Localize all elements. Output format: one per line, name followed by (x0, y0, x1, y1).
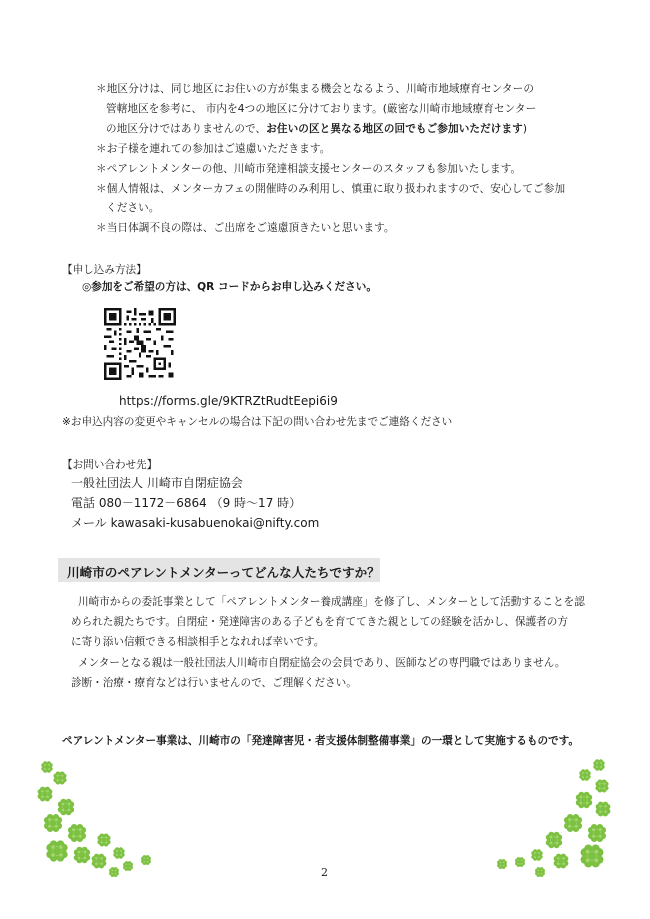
clover-icon (140, 854, 152, 866)
note-illness: ＊当日体調不良の際は、ご出席をご遠慮頂きたいと思います。 (96, 222, 395, 234)
clover-icon (586, 822, 608, 844)
clover-icon (562, 812, 584, 834)
note-staff: ＊ペアレントメンターの他、川崎市発達相談支援センターのスタッフも参加いたします。 (96, 163, 522, 175)
contact-email[interactable]: メール kawasaki-kusabuenokai@nifty.com (71, 516, 320, 530)
note-privacy-line2: ください。 (106, 202, 160, 214)
page-number: 2 (321, 866, 328, 879)
contact-heading: 【お問い合わせ先】 (62, 459, 158, 471)
clover-icon (594, 778, 610, 794)
note-district-line2: 管轄地区を参考に、 市内を4つの地区に分けております。(厳密な川崎市地域療育センター (106, 103, 537, 115)
clover-icon (574, 790, 594, 810)
note-district-close: ) (522, 123, 528, 135)
clover-icon (36, 785, 54, 803)
about-banner (58, 558, 380, 582)
about-title: 川崎市のペアレントメンターってどんな人たちですか？ (67, 565, 380, 580)
apply-heading: 【申し込み方法】 (62, 264, 147, 276)
clover-icon (544, 830, 564, 850)
clover-icon (96, 832, 112, 848)
clover-icon (90, 852, 108, 870)
clover-icon (496, 858, 508, 870)
note-privacy-line1: ＊個人情報は、メンターカフェの開催時のみ利用し、慎重に取り扱われますので、安心してご参加 (96, 183, 566, 195)
qr-code-icon[interactable] (104, 308, 176, 380)
note-district-emphasis: お住いの区と異なる地区の回でもご参加いただけます (266, 123, 523, 135)
note-children: ＊お子様を連れての参加はご遠慮いただきます。 (96, 143, 331, 155)
clover-icon (72, 845, 92, 865)
footer-statement: ペアレントメンター事業は、川崎市の「発達障害児・者支援体制整備事業」の一環として実施するものです。 (62, 735, 580, 747)
contact-org: 一般社団法人 川崎市自閉症協会 (71, 476, 243, 490)
about-p1-line1: 川崎市からの委託事業として「ペアレントメンター養成講座」を修了し、メンターとして活動することを認 (78, 596, 585, 608)
clover-icon (578, 842, 606, 870)
clover-icon (42, 812, 64, 834)
about-p2-line2: 診断・治療・療育などは行いませんので、ご理解ください。 (71, 677, 357, 689)
note-district-line3 (106, 121, 527, 136)
note-district-text: の地区分けではありませんので、 (106, 123, 267, 135)
clover-icon (530, 848, 544, 862)
clover-icon (534, 866, 546, 878)
clover-icon (592, 758, 606, 772)
clover-icon (552, 852, 570, 870)
about-p2-line1: メンターとなる親は一般社団法人川崎市自閉症協会の会員であり、医師などの専門職ではありません。 (78, 657, 566, 669)
apply-url-link[interactable]: https://forms.gle/9KTRZtRudtEepi6i9 (119, 394, 338, 408)
contact-phone: 電話 080－1172－6864 （9 時～17 時） (71, 496, 302, 510)
apply-change-note: ※お申込内容の変更やキャンセルの場合は下記の問い合わせ先までご連絡ください (62, 416, 453, 428)
clover-icon (44, 838, 70, 864)
apply-instruction: ◎参加をご希望の方は、QR コードからお申し込みください。 (82, 281, 377, 293)
clover-icon (52, 770, 68, 786)
about-p1-line3: に寄り添い信頼できる相談相手となれれば幸いです。 (71, 636, 325, 648)
clover-icon (112, 846, 126, 860)
about-p1-line2: められた親たちです。自閉症・発達障害のある子どもを育ててきた親としての経験を活かし、保護者の方 (71, 616, 568, 628)
clover-icon (108, 866, 120, 878)
clover-icon (122, 860, 134, 872)
clover-icon (514, 856, 526, 868)
clover-icon (578, 768, 592, 782)
note-district-line1: ＊地区分けは、同じ地区にお住いの方が集まる機会となるよう、川崎市地域療育センターの (96, 83, 535, 95)
clover-icon (594, 800, 612, 818)
